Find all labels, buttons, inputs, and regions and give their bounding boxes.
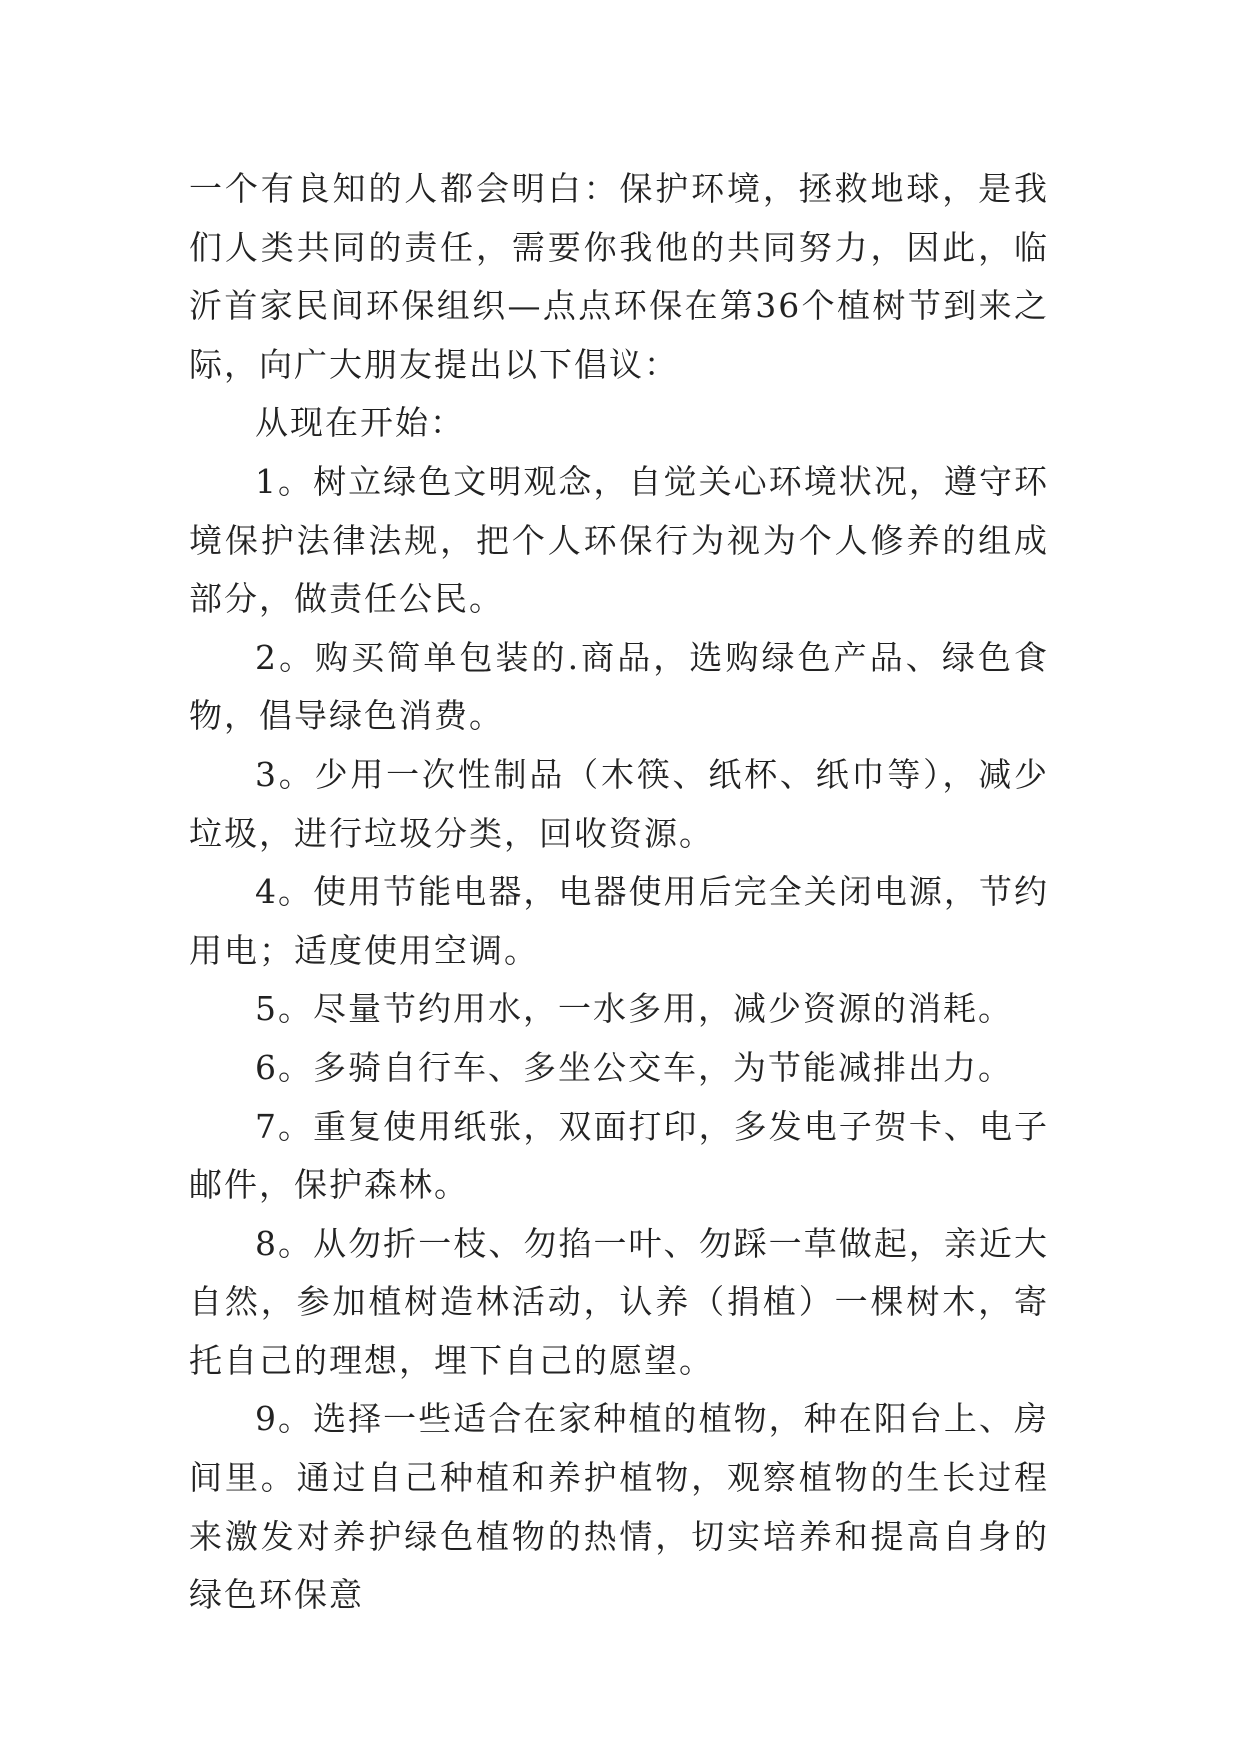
paragraph-item-4: 4。使用节能电器，电器使用后完全关闭电源，节约用电；适度使用空调。 — [189, 872, 1049, 970]
document-body — [189, 160, 1049, 1625]
paragraph-item-7: 7。重复使用纸张，双面打印，多发电子贺卡、电子邮件，保护森林。 — [189, 1106, 1049, 1205]
paragraph-intro: 一个有良知的人都会明白：保护环境，拯救地球，是我们人类共同的责任，需要你我他的共同努力，因此，临沂首家民间环保组织—点点环保在第36个植树节到来之际，向广大朋友提出以下倡议： — [189, 169, 1049, 384]
paragraph-item-2: 2。购买简单包装的.商品，选购绿色产品、绿色食物，倡导绿色消费。 — [189, 637, 1049, 736]
paragraph-item-8: 8。从勿折一枝、勿掐一叶、勿踩一草做起，亲近大自然，参加植树造林活动，认养（捐植）一棵树木，寄托自己的理想，埋下自己的愿望。 — [189, 1223, 1049, 1380]
paragraph-item-5: 5。尽量节约用水，一水多用，减少资源的消耗。 — [255, 989, 1013, 1029]
paragraph-item-1: 1。树立绿色文明观念，自觉关心环境状况，遵守环境保护法律法规，把个人环保行为视为个人修养的组成部分，做责任公民。 — [189, 461, 1049, 619]
paragraph-item-6: 6。多骑自行车、多坐公交车，为节能减排出力。 — [255, 1047, 1013, 1087]
paragraph-item-3: 3。少用一次性制品（木筷、纸杯、纸巾等），减少垃圾，进行垃圾分类，回收资源。 — [189, 754, 1049, 853]
paragraph-start-now: 从现在开始： — [255, 403, 465, 443]
paragraph-item-9: 9。选择一些适合在家种植的植物，种在阳台上、房间里。通过自己种植和养护植物，观察植物的生长过程来激发对养护绿色植物的热情，切实培养和提高自身的绿色环保意 — [189, 1399, 1049, 1615]
